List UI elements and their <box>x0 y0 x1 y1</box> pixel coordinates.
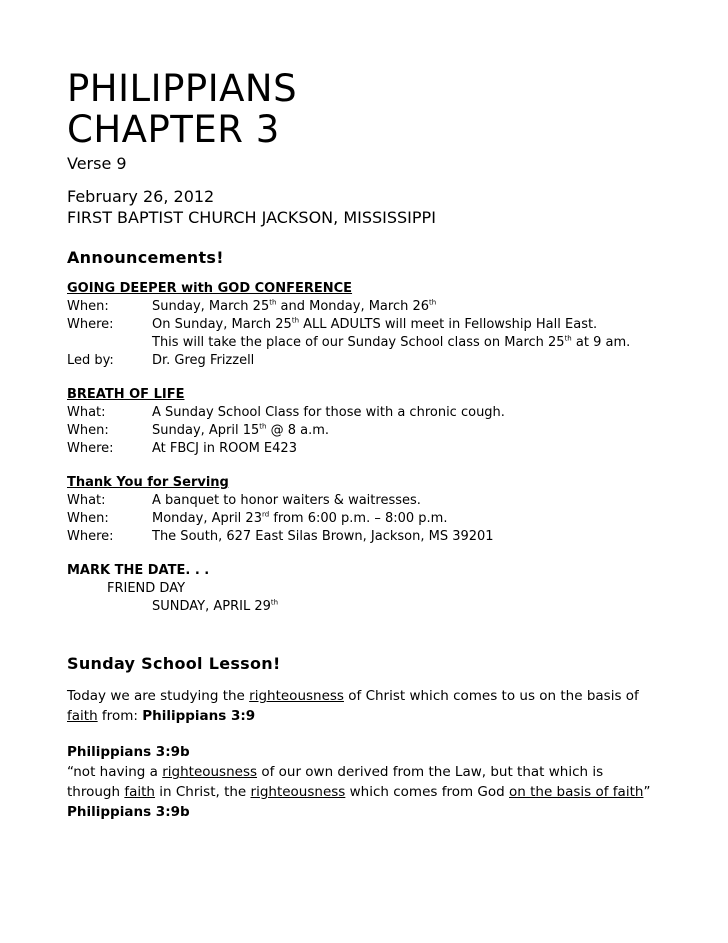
quote-line-2: through faith in Christ, the righteousness which comes from God on the basis of faith” <box>67 784 651 800</box>
where-value: At FBCJ in ROOM E423 <box>152 441 297 456</box>
title-line-1: PHILIPPIANS <box>67 67 298 110</box>
thanks-what-row <box>67 492 667 510</box>
when-value: Sunday, March 25th and Monday, March 26th <box>152 298 437 314</box>
note-value: This will take the place of our Sunday School class on March 25th at 9 am. <box>152 334 631 350</box>
thanks-title: Thank You for Serving <box>67 475 229 490</box>
what-value: A Sunday School Class for those with a chronic cough. <box>152 405 505 420</box>
when-label: When: <box>67 299 109 314</box>
friend-day: FRIEND DAY <box>107 581 186 596</box>
conference-section <box>67 280 667 370</box>
where-label: Where: <box>67 441 114 456</box>
when-value: Sunday, April 15th @ 8 a.m. <box>152 422 330 438</box>
when-value: Monday, April 23rd from 6:00 p.m. – 8:00 p.m. <box>152 510 448 526</box>
conference-title: GOING DEEPER with GOD CONFERENCE <box>67 281 353 296</box>
date-text: February 26, 2012 <box>67 187 215 206</box>
when-label: When: <box>67 423 109 438</box>
what-value: A banquet to honor waiters & waitresses. <box>152 493 421 508</box>
breath-where-row <box>67 440 667 458</box>
mark-date-title: MARK THE DATE. . . <box>67 563 210 578</box>
where-label: Where: <box>67 529 114 544</box>
thanks-section <box>67 474 667 546</box>
mark-date-section <box>67 562 667 616</box>
breath-section <box>67 386 667 458</box>
when-label: When: <box>67 511 109 526</box>
conference-led-row <box>67 352 667 370</box>
breath-what-row <box>67 404 667 422</box>
where-label: Where: <box>67 317 114 332</box>
title-line-2: CHAPTER 3 <box>67 108 280 151</box>
where-value: The South, 627 East Silas Brown, Jackson, MS 39201 <box>152 529 494 544</box>
thanks-when-row <box>67 510 667 528</box>
intro-line-2: faith from: Philippians 3:9 <box>67 708 256 724</box>
what-label: What: <box>67 405 106 420</box>
thanks-where-row <box>67 528 667 546</box>
breath-title: BREATH OF LIFE <box>67 387 185 402</box>
lesson-quote <box>67 742 667 822</box>
quote-ref-top: Philippians 3:9b <box>67 744 190 760</box>
friend-day-date: SUNDAY, APRIL 29th <box>152 598 279 614</box>
intro-line-1: Today we are studying the righteousness of Christ which comes to us on the basis of <box>67 688 639 704</box>
conference-when-row <box>67 298 667 316</box>
conference-note-row <box>67 334 667 352</box>
date-block <box>67 186 667 228</box>
announcements-heading: Announcements! <box>67 248 224 267</box>
lesson-heading: Sunday School Lesson! <box>67 654 281 673</box>
what-label: What: <box>67 493 106 508</box>
quote-line-1: “not having a righteousness of our own derived from the Law, but that which is <box>67 764 604 780</box>
lesson-intro <box>67 686 667 726</box>
conference-where-row <box>67 316 667 334</box>
page-title <box>67 68 667 150</box>
church-name: FIRST BAPTIST CHURCH JACKSON, MISSISSIPPI <box>67 208 436 227</box>
document-body <box>67 68 667 822</box>
breath-when-row <box>67 422 667 440</box>
led-label: Led by: <box>67 353 114 368</box>
quote-ref-bottom: Philippians 3:9b <box>67 804 190 820</box>
verse-label: Verse 9 <box>67 154 127 173</box>
led-value: Dr. Greg Frizzell <box>152 353 255 368</box>
where-value: On Sunday, March 25th ALL ADULTS will meet in Fellowship Hall East. <box>152 316 598 332</box>
